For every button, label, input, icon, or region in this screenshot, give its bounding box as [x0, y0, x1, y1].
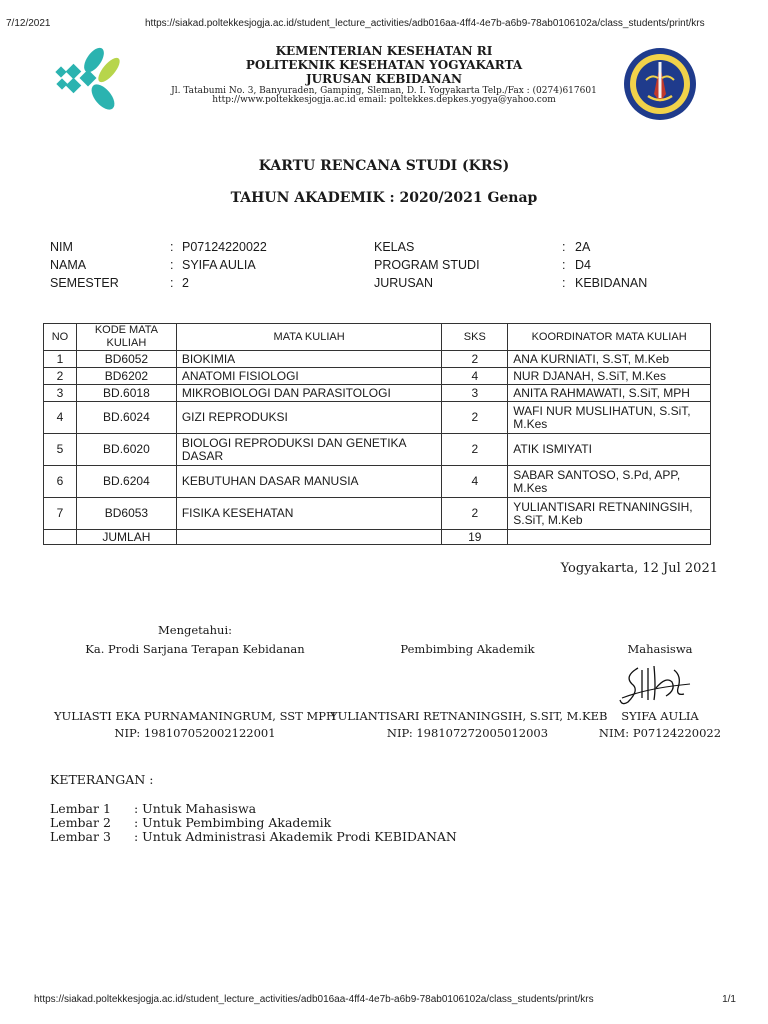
cell-no: 7 [44, 498, 77, 530]
kaprodi-title: Ka. Prodi Sarjana Terapan Kebidanan [85, 642, 305, 656]
cell-no: 5 [44, 434, 77, 466]
jurusan-label: JURUSAN [374, 276, 434, 290]
col-header-kode: KODE MATA KULIAH [76, 324, 176, 351]
mhs-nim: NIM: P07124220022 [598, 726, 722, 740]
cell-kode: BD.6204 [76, 466, 176, 498]
cell-sks: 2 [442, 434, 508, 466]
institution-web: http://www.poltekkesjogja.ac.id email: poltekkes.depkes.yogya@yahoo.com [212, 95, 556, 105]
info-seps-right [562, 238, 572, 292]
page-count: 1/1 [722, 994, 736, 1005]
cell-mata-kuliah: MIKROBIOLOGI DAN PARASITOLOGI [176, 385, 442, 402]
table-row [44, 368, 711, 385]
place-date: Yogyakarta, 12 Jul 2021 [560, 561, 718, 576]
cell-empty [508, 530, 711, 545]
total-row [44, 530, 711, 545]
cell-mata-kuliah: ANATOMI FISIOLOGI [176, 368, 442, 385]
cell-no: 3 [44, 385, 77, 402]
col-header-mata-kuliah: MATA KULIAH [176, 324, 442, 351]
cell-empty [176, 530, 442, 545]
cell-koordinator: SABAR SANTOSO, S.Pd, APP, M.Kes [508, 466, 711, 498]
cell-kode: BD6052 [76, 351, 176, 368]
pa-title: Pembimbing Akademik [400, 642, 535, 656]
table-row [44, 498, 711, 530]
cell-mata-kuliah: BIOKIMIA [176, 351, 442, 368]
cell-mata-kuliah: BIOLOGI REPRODUKSI DAN GENETIKA DASAR [176, 434, 442, 466]
print-url-top: https://siakad.poltekkesjogja.ac.id/student_lecture_activities/adb016aa-4ff4-4e7b-a6b9-78ab0106102a/class_students/print/krs [145, 18, 705, 29]
table-row [44, 466, 711, 498]
total-label: JUMLAH [76, 530, 176, 545]
pa-nip: NIP: 198107272005012003 [386, 726, 549, 740]
col-header-no: NO [44, 324, 77, 351]
cell-koordinator: NUR DJANAH, S.SiT, M.Kes [508, 368, 711, 385]
lembar-text: : Untuk Mahasiswa [134, 801, 257, 816]
keterangan-heading: KETERANGAN : [50, 772, 154, 787]
sep: : [170, 258, 174, 272]
cell-mata-kuliah: FISIKA KESEHATAN [176, 498, 442, 530]
cell-sks: 4 [442, 368, 508, 385]
info-labels-right [374, 238, 554, 292]
cell-no: 6 [44, 466, 77, 498]
academic-year: TAHUN AKADEMIK : 2020/2021 Genap [230, 190, 538, 206]
cell-sks: 2 [442, 351, 508, 368]
cell-sks: 2 [442, 402, 508, 434]
cell-sks: 2 [442, 498, 508, 530]
cell-no: 2 [44, 368, 77, 385]
info-values-left [182, 238, 362, 292]
cell-mata-kuliah: KEBUTUHAN DASAR MANUSIA [176, 466, 442, 498]
cell-kode: BD.6024 [76, 402, 176, 434]
info-values-right [575, 238, 725, 292]
cell-sks: 4 [442, 466, 508, 498]
cell-empty [44, 530, 77, 545]
nama-label: NAMA [50, 258, 87, 272]
lembar-label: Lembar 1 [50, 801, 111, 816]
kaprodi-name: YULIASTI EKA PURNAMANINGRUM, SST MPH [53, 709, 337, 723]
total-sks: 19 [442, 530, 508, 545]
kemenkes-logo [52, 42, 128, 118]
cell-mata-kuliah: GIZI REPRODUKSI [176, 402, 442, 434]
col-header-sks: SKS [442, 324, 508, 351]
cell-kode: BD.6018 [76, 385, 176, 402]
cell-no: 4 [44, 402, 77, 434]
poltekkes-seal [622, 44, 698, 124]
lembar-label: Lembar 2 [50, 815, 111, 830]
lembar-texts [134, 802, 534, 844]
jurusan-value: KEBIDANAN [575, 276, 648, 290]
lembar-label: Lembar 3 [50, 829, 111, 844]
lembar-labels [50, 802, 140, 844]
kelas-value: 2A [575, 240, 591, 254]
nama-value: SYIFA AULIA [182, 258, 256, 272]
col-header-koordinator: KOORDINATOR MATA KULIAH [508, 324, 711, 351]
sep: : [170, 276, 174, 290]
student-signature [618, 658, 696, 708]
prodi-label: PROGRAM STUDI [374, 258, 480, 272]
print-url-bottom: https://siakad.poltekkesjogja.ac.id/student_lecture_activities/adb016aa-4ff4-4e7b-a6b9-78ab0106102a/class_students/print/krs [34, 994, 594, 1005]
kelas-label: KELAS [374, 240, 415, 254]
lembar-text: : Untuk Administrasi Akademik Prodi KEBIDANAN [134, 829, 457, 844]
info-seps-left [170, 238, 180, 292]
mhs-name: SYIFA AULIA [621, 709, 699, 723]
table-row [44, 434, 711, 466]
sep: : [562, 276, 566, 290]
mengetahui-label: Mengetahui: [158, 623, 232, 637]
cell-kode: BD.6020 [76, 434, 176, 466]
department-name: JURUSAN KEBIDANAN [306, 72, 462, 86]
nim-value: P07124220022 [182, 240, 267, 254]
cell-koordinator: ATIK ISMIYATI [508, 434, 711, 466]
semester-label: SEMESTER [50, 276, 119, 290]
pa-name: YULIANTISARI RETNANINGSIH, S.SIT, M.KEB [330, 709, 608, 723]
table-row [44, 385, 711, 402]
prodi-value: D4 [575, 258, 591, 272]
document-title: KARTU RENCANA STUDI (KRS) [258, 158, 510, 174]
cell-no: 1 [44, 351, 77, 368]
print-date: 7/12/2021 [6, 18, 51, 29]
sep: : [562, 240, 566, 254]
sep: : [562, 258, 566, 272]
institution-name: POLITEKNIK KESEHATAN YOGYAKARTA [245, 58, 523, 72]
cell-kode: BD6202 [76, 368, 176, 385]
sep: : [170, 240, 174, 254]
table-row [44, 402, 711, 434]
lembar-text: : Untuk Pembimbing Akademik [134, 815, 332, 830]
krs-table [43, 323, 711, 545]
table-header-row [44, 324, 711, 351]
cell-koordinator: ANA KURNIATI, S.ST, M.Keb [508, 351, 711, 368]
institution-address: Jl. Tatabumi No. 3, Banyuraden, Gamping, Sleman, D. I. Yogyakarta Telp./Fax : (0274)617601 [171, 86, 597, 96]
ministry-name: KEMENTERIAN KESEHATAN RI [275, 44, 493, 58]
info-labels-left [50, 238, 170, 292]
table-row [44, 351, 711, 368]
nim-label: NIM [50, 240, 73, 254]
semester-value: 2 [182, 276, 189, 290]
mhs-title: Mahasiswa [627, 642, 693, 656]
cell-koordinator: YULIANTISARI RETNANINGSIH, S.SiT, M.Keb [508, 498, 711, 530]
cell-kode: BD6053 [76, 498, 176, 530]
cell-sks: 3 [442, 385, 508, 402]
kaprodi-nip: NIP: 198107052002122001 [114, 726, 276, 740]
cell-koordinator: ANITA RAHMAWATI, S.SiT, MPH [508, 385, 711, 402]
cell-koordinator: WAFI NUR MUSLIHATUN, S.SiT, M.Kes [508, 402, 711, 434]
